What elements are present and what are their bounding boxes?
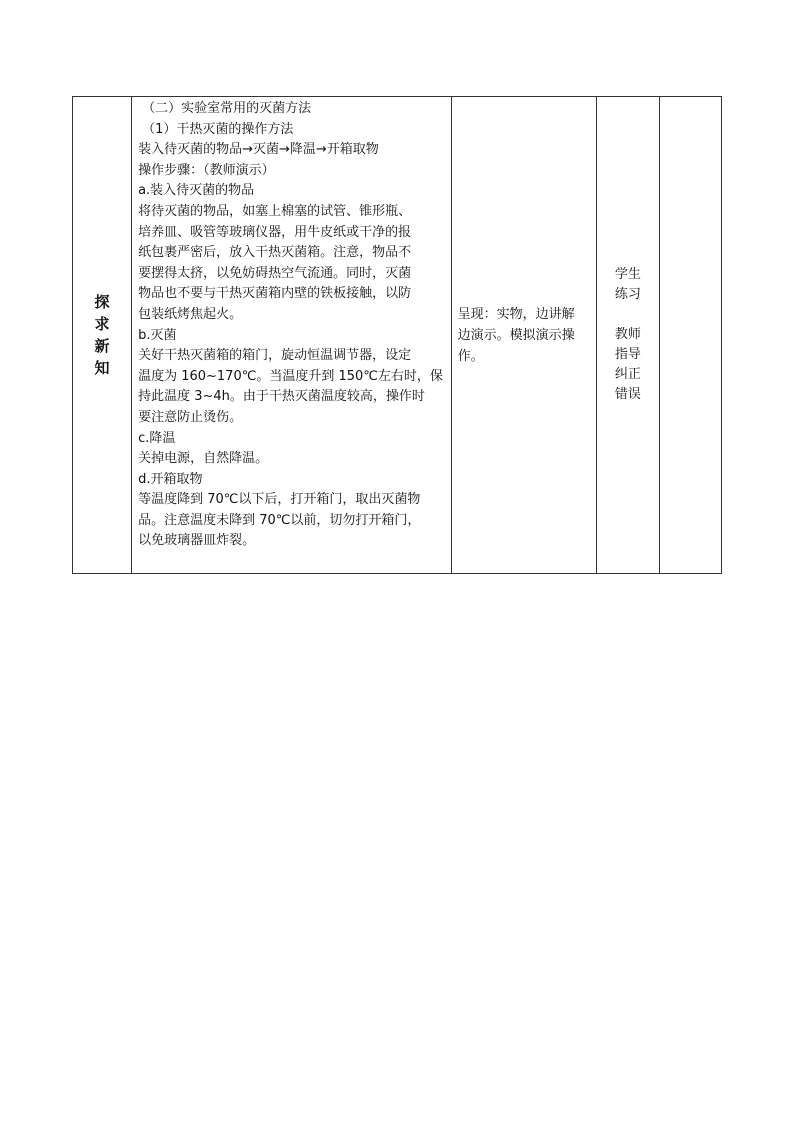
student-activity-cell bbox=[596, 97, 659, 574]
stage-cell bbox=[73, 97, 132, 574]
content-line: 要摆得太挤，以免妨碍热空气流通。同时，灭菌 bbox=[138, 265, 412, 281]
content-line: 关掉电源，自然降温。 bbox=[138, 451, 269, 467]
content-line: 等温度降到 70℃以下后，打开箱门，取出灭菌物 bbox=[138, 492, 421, 508]
student-activity-line: 错误 bbox=[614, 387, 641, 402]
teacher-activity-line: 边演示。模拟演示操 bbox=[457, 327, 575, 343]
teacher-activity-line: 作。 bbox=[457, 348, 484, 364]
stage-char: 求 bbox=[94, 315, 110, 333]
lesson-plan-table bbox=[72, 96, 722, 574]
content-line: 纸包裹严密后，放入干热灭菌箱。注意，物品不 bbox=[138, 245, 412, 261]
content-line: 品。注意温度未降到 70℃以前，切勿打开箱门， bbox=[138, 512, 421, 528]
teaching-content-cell bbox=[132, 97, 451, 574]
content-line: 持此温度 3~4h。由于干热灭菌温度较高，操作时 bbox=[138, 389, 425, 405]
student-activity-line: 练习 bbox=[614, 287, 641, 302]
spacer bbox=[597, 305, 659, 325]
step-heading: c.降温 bbox=[138, 430, 176, 446]
table-row bbox=[73, 97, 722, 574]
stage-char: 新 bbox=[94, 337, 110, 355]
step-heading: d.开箱取物 bbox=[138, 471, 203, 487]
content-line: 将待灭菌的物品，如塞上棉塞的试管、锥形瓶、 bbox=[138, 203, 412, 219]
student-activity-line: 指导 bbox=[614, 347, 641, 362]
subsection-heading: （1）干热灭菌的操作方法 bbox=[142, 121, 294, 137]
procedure-flow: 装入待灭菌的物品→灭菌→降温→开箱取物 bbox=[138, 142, 379, 158]
section-heading: （二）实验室常用的灭菌方法 bbox=[142, 101, 312, 116]
student-activity-line: 教师 bbox=[614, 327, 641, 342]
teacher-activity-cell bbox=[451, 97, 596, 574]
empty-cell bbox=[659, 97, 721, 574]
content-line: 物品也不要与干热灭菌箱内壁的铁板接触，以防 bbox=[138, 286, 412, 302]
content-line: 要注意防止烫伤。 bbox=[138, 409, 243, 425]
teacher-activity-line: 呈现：实物，边讲解 bbox=[457, 306, 575, 322]
student-activity-line: 学生 bbox=[614, 267, 641, 282]
content-line: 培养皿、吸管等玻璃仪器，用牛皮纸或干净的报 bbox=[138, 224, 412, 240]
student-activity-line: 纠正 bbox=[614, 367, 641, 382]
content-line: 以免玻璃器皿炸裂。 bbox=[138, 533, 256, 549]
stage-char: 知 bbox=[94, 359, 110, 377]
stage-char: 探 bbox=[94, 293, 110, 311]
content-line: 温度为 160~170℃。当温度升到 150℃左右时，保 bbox=[138, 368, 443, 384]
content-line: 操作步骤：（教师演示） bbox=[138, 162, 275, 178]
content-line: 关好干热灭菌箱的箱门，旋动恒温调节器，设定 bbox=[138, 348, 412, 364]
step-heading: a.装入待灭菌的物品 bbox=[138, 183, 255, 199]
content-line: 包装纸烤焦起火。 bbox=[138, 306, 243, 322]
step-heading: b.灭菌 bbox=[138, 327, 177, 343]
